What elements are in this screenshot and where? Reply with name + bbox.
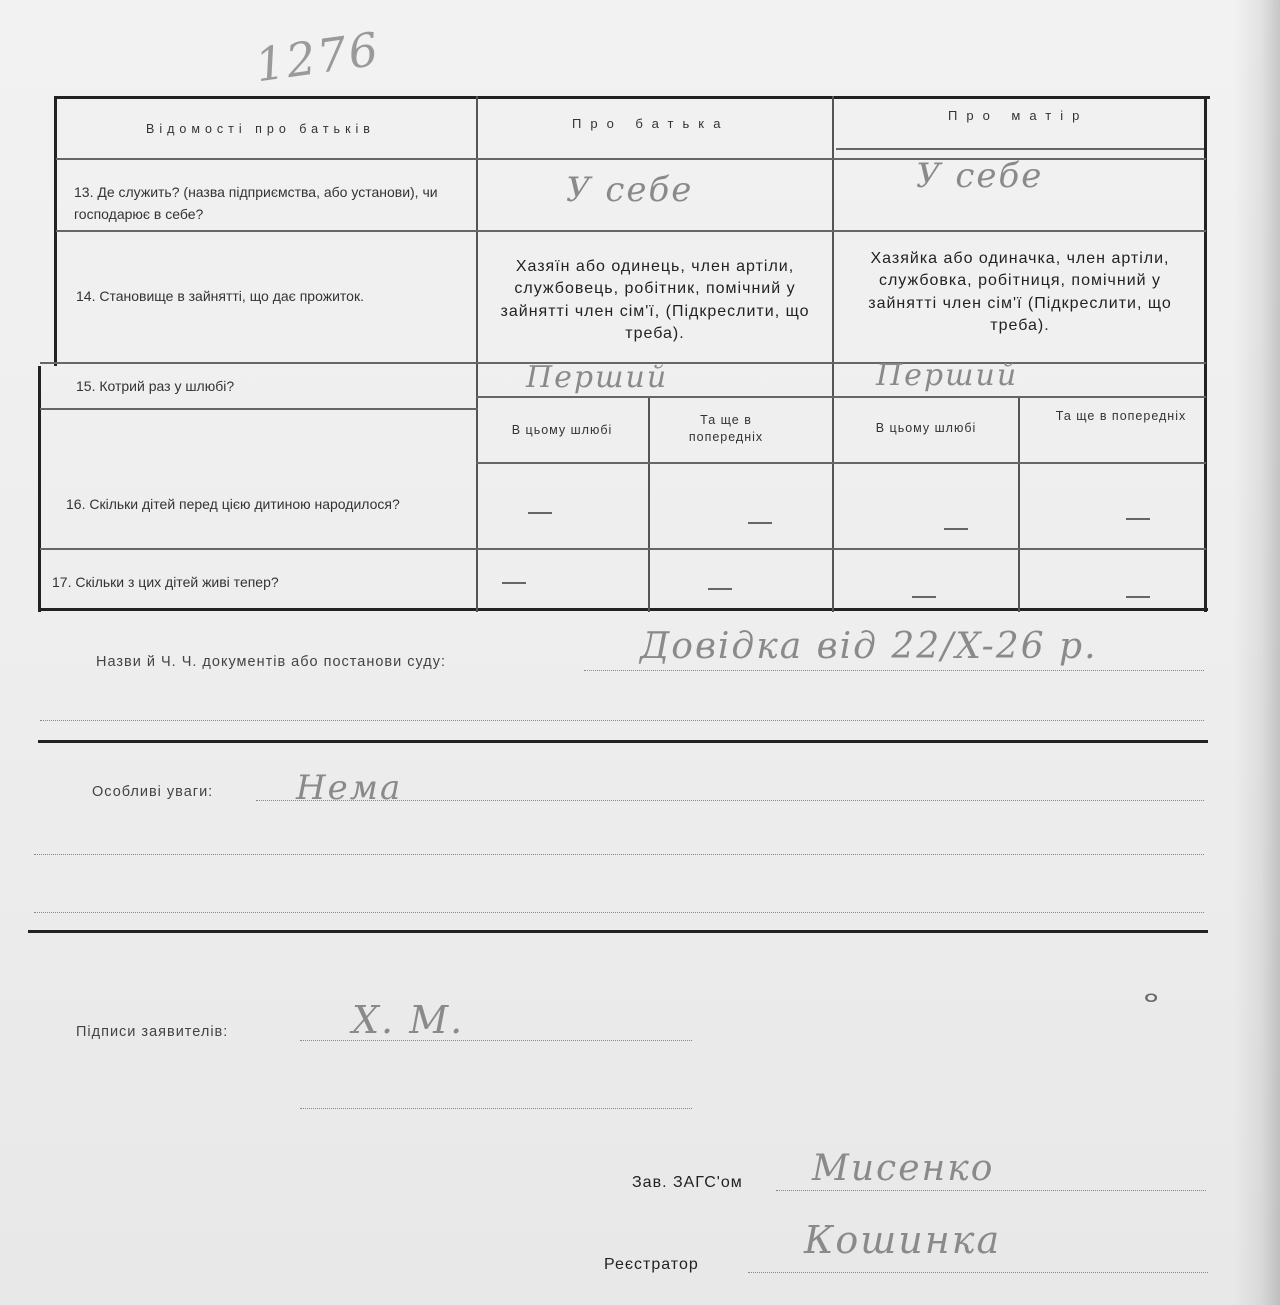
subheader-mother-previous: Та ще в попередніх (1055, 409, 1187, 423)
head-signature: Мисенко (812, 1148, 995, 1189)
dash-16-father-current (528, 512, 552, 514)
archive-number: 1276 (251, 21, 384, 93)
applicants-signature: Х. М. (352, 998, 465, 1042)
mother-marriage-count: Перший (876, 358, 1019, 393)
remarks-value: Нема (296, 768, 403, 808)
header-father: Про батька (572, 116, 730, 131)
header-mother: Про матір (948, 108, 1089, 123)
question-15: 15. Котрий раз у шлюбі? (76, 378, 235, 394)
head-label: Зав. ЗАГС'ом (632, 1174, 743, 1191)
mother-occupation-options: Хазяйка або одиначка, член артіли, службовка, робітниця, помічний у зайнятті член сім'ї (Підкреслити, що треба). (868, 250, 1172, 335)
registrar-signature: Кошинка (804, 1218, 1002, 1262)
documents-value: Довідка від 22/X-26 р. (640, 626, 1098, 667)
question-17: 17. Скільки з цих дітей живі тепер? (52, 574, 279, 590)
dash-17-mother-previous (1126, 596, 1150, 598)
section-divider (28, 930, 1208, 933)
document-page: 1276 Відомості про батьків Про батька Про матір 13. Де служить? (назва підприємства, або установи), чи господарює в себе? У себе У себе 14. Становище в зайнятті, що дає прожиток. Хазяїн або одинець, член артіли, службовець, робітник, помічний у зайнятті член сім'ї, (Підкреслити, що треба). Хазяйка або одиначка, член артіли, службовка, робітниця, помічний у зайнятті член сім'ї (Підкреслити, що треба). 15. Котрий раз у шлюбі? Перший Перший В цьому шлюбі Та ще в попередніх В цьому шлюбі Та ще в попередніх 16. Скільки дітей перед цією дитиною народилося? 17. Скільки з цих дітей живі тепер? Назви й Ч. Ч. документів або постанови суду: Довідка від 22/X-26 р. Особливі уваги: Нема ⴰ Підписи заявителів: Х. М. Зав. ЗАГС'ом Мисенко Реєстратор Кошинка (0, 0, 1280, 1305)
documents-label: Назви й Ч. Ч. документів або постанови суду: (96, 654, 447, 670)
mother-workplace: У себе (916, 156, 1044, 196)
dash-16-mother-current (944, 528, 968, 530)
registrar-label: Реєстратор (604, 1256, 699, 1273)
subheader-mother-current: В цьому шлюбі (875, 421, 977, 435)
dash-17-father-previous (708, 588, 732, 590)
parents-info-table (36, 96, 1210, 612)
father-workplace: У себе (566, 170, 694, 210)
section-divider (38, 740, 1208, 743)
remarks-label: Особливі уваги: (92, 784, 214, 800)
dash-16-father-previous (748, 522, 772, 524)
dash-17-father-current (502, 582, 526, 584)
header-label-col: Відомості про батьків (146, 122, 375, 136)
father-occupation-options: Хазяїн або одинець, член артіли, службовець, робітник, помічний у зайнятті член сім'ї, (Підкреслити, що треба). (500, 258, 810, 343)
page-edge-shadow (1234, 0, 1280, 1305)
subheader-father-current: В цьому шлюбі (511, 423, 613, 437)
subheader-father-previous: Та ще в попередніх (688, 413, 764, 444)
question-16: 16. Скільки дітей перед цією дитиною народилося? (66, 496, 400, 512)
applicants-label: Підписи заявителів: (76, 1024, 229, 1040)
question-14: 14. Становище в зайнятті, що дає прожиток. (76, 288, 364, 304)
dash-16-mother-previous (1126, 518, 1150, 520)
father-marriage-count: Перший (526, 360, 669, 395)
question-13: 13. Де служить? (назва підприємства, або установи), чи господарює в себе? (74, 184, 438, 222)
dash-17-mother-current (912, 596, 936, 598)
